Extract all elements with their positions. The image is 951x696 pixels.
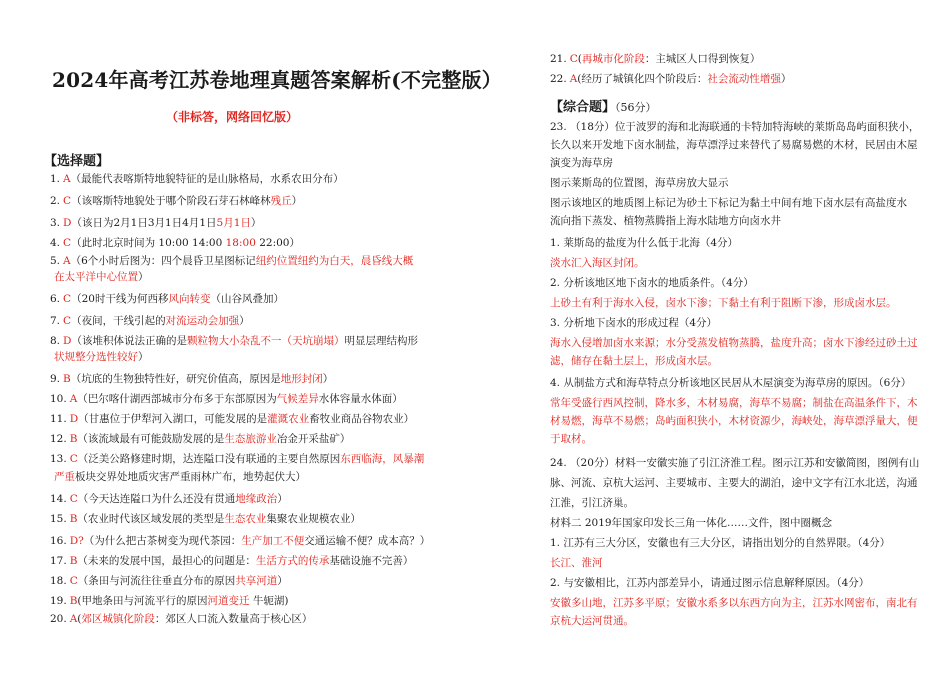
answer-letter: D <box>63 335 72 347</box>
answer-highlight: 18:00 <box>225 237 256 249</box>
answer-letter: A <box>69 613 78 625</box>
answer-letter: B <box>69 555 78 567</box>
page-title: 2024年高考江苏卷地理真题答案解析(不完整版） <box>52 68 502 92</box>
question-text-tail: ） <box>250 217 262 229</box>
q23-line-1: 23. （18分）位于波罗的海和北海联通的卡特加特海峡的莱斯岛岛屿面积狭小， <box>550 121 920 133</box>
q24-sub2-question: 2. 与安徽相比，江苏内部差异小，请通过图示信息解释原因。（4分） <box>550 577 870 589</box>
question-text: （最能代表喀斯特地貌特征的是山脉格局，水系农田分布） <box>70 173 344 185</box>
q23-sub4-question: 4. 从制盐方式和海草特点分析该地区民居从木屋演变为海草房的原因。（6分） <box>550 377 912 389</box>
q24-sub1-question: 1. 江苏有三大分区，安徽也有三大分区，请指出划分的自然界限。（4分） <box>550 537 891 549</box>
q24-line-3: 江淮，引江济巢。 <box>550 497 634 509</box>
answer-highlight: 气候差异 <box>276 393 319 405</box>
choice-line <box>50 172 344 187</box>
question-number: 5. <box>50 255 61 267</box>
question-text: （为什么把古茶树变为现代茶园： <box>83 535 242 547</box>
q24-line-2: 脉、河流、京杭大运河、主要城市、主要大的湖泊，途中文字有江水北送，沟通 <box>550 477 918 489</box>
question-text-tail: ） <box>138 351 149 363</box>
answer-highlight: 生态农业 <box>224 513 267 525</box>
q23-sub3-answer-1: 海水入侵增加卤水来源；水分受蒸发植物蒸腾，盐度升高；卤水下渗经过砂土过 <box>550 337 918 349</box>
choice-line <box>50 236 300 251</box>
question-text-tail: 板块交界处地质灾害严重雨林广布，地势起伏大） <box>75 471 306 483</box>
question-text: （该日为2月1日3月1日4月1日 <box>71 217 217 229</box>
page-subtitle: （非标答，网络回忆版） <box>166 110 299 124</box>
question-text: (甲地条田与河流平行的原因 <box>77 595 208 607</box>
answer-highlight: 纽约位置纽约为白天，晨昏线大概 <box>255 255 414 267</box>
question-number: 10. <box>50 393 67 405</box>
question-number: 12. <box>50 433 67 445</box>
answer-letter: D? <box>69 535 84 547</box>
question-number: 22. <box>550 73 567 85</box>
answer-highlight: 严重 <box>54 471 75 483</box>
answer-letter: A <box>63 255 71 267</box>
answer-highlight: 生产加工不便 <box>241 535 305 547</box>
answer-letter: D <box>69 413 79 425</box>
choice-line <box>50 594 288 609</box>
question-text-tail: 22:00） <box>255 237 300 249</box>
choice-line <box>50 314 250 329</box>
question-text: （该喀斯特地貌处于哪个阶段石芽石林峰林 <box>71 195 271 207</box>
question-number: 7. <box>50 315 61 327</box>
question-text-tail: 集聚农业规模农业） <box>266 513 361 525</box>
question-text: （条田与河流往往垂直分布的原因 <box>77 575 236 587</box>
question-text-tail: ） <box>277 493 288 505</box>
q23-sub2-question: 2. 分析该地区地下卤水的地质条件。（4分） <box>550 277 754 289</box>
choice-line <box>50 534 430 549</box>
q23-sub4-answer-2: 材易燃，海草不易燃；岛屿面积狭小，木材资源少，海峡处，海草漂浮量大，便 <box>550 415 918 427</box>
question-number: 15. <box>50 513 67 525</box>
answer-highlight: 5月1日 <box>216 217 251 229</box>
choice-line <box>50 412 414 427</box>
question-text-tail: ：主城区人口得到恢复） <box>644 53 761 65</box>
q23-sub2-answer: 上砂土有利于海水入侵，卤水下渗；下黏土有利于阻断下渗，形成卤水层。 <box>550 297 897 309</box>
question-text-tail: 基础设施不完善） <box>329 555 414 567</box>
choice-line <box>550 72 791 87</box>
question-number: 18. <box>50 575 67 587</box>
answer-letter: A <box>69 393 78 405</box>
question-number: 21. <box>550 53 567 65</box>
question-text: （甘惠位于伊犁河入湖口，可能发展的是 <box>78 413 268 425</box>
choice-line <box>50 254 413 269</box>
answer-letter: B <box>69 513 78 525</box>
answer-highlight: 对流运动会加强 <box>165 315 240 327</box>
choice-line <box>50 492 288 507</box>
answer-letter: C <box>63 195 72 207</box>
answer-letter: C <box>63 293 72 305</box>
question-text: （坑底的生物独特性好，研究价值高，原因是 <box>70 373 281 385</box>
question-text: （该堆积体说法正确的是 <box>71 335 187 347</box>
q23-line-5: 图示该地区的地质图上标记为砂土下标记为黏土中间有地下卤水层有高盐度水 <box>550 197 907 209</box>
question-text-tail: 畜牧业商品谷物农业） <box>309 413 415 425</box>
answer-letter: C <box>69 453 78 465</box>
question-text: ( <box>577 53 582 65</box>
q24-sub1-answer: 长江、淮河 <box>550 557 603 569</box>
question-number: 20. <box>50 613 67 625</box>
choice-line <box>50 452 424 467</box>
answer-highlight: 生态旅游业 <box>224 433 277 445</box>
answer-letter: C <box>69 575 78 587</box>
question-number: 16. <box>50 535 67 547</box>
choice-line <box>50 292 284 307</box>
question-text: （夜间，干线引起的 <box>71 315 166 327</box>
question-text-tail: ：郊区人口流入数量高于核心区） <box>154 613 313 625</box>
q23-sub1-answer: 淡水汇入海区封闭。 <box>550 257 645 269</box>
question-text: （6个小时后图为：四个晨昏卫星图标记 <box>70 255 256 267</box>
question-text-tail: 冶金开采盐矿） <box>276 433 351 445</box>
answer-letter: B <box>69 595 78 607</box>
question-text: （农业时代该区域发展的类型是 <box>77 513 225 525</box>
question-text-tail: 水体容量水体面） <box>318 393 403 405</box>
choice-line <box>50 554 413 569</box>
question-text: （今天达连隘口为什么还没有贯通 <box>77 493 236 505</box>
answer-letter: A <box>569 73 578 85</box>
question-number: 13. <box>50 453 67 465</box>
question-number: 19. <box>50 595 67 607</box>
question-text: （此时北京时间为 10:00 14:00 <box>71 237 226 249</box>
q24-line-1: 24. （20分）材料一安徽实施了引江济淮工程。图示江苏和安徽简图，图例有山 <box>550 457 920 469</box>
question-text: （20时干线为何西移 <box>71 293 169 305</box>
question-text: ( <box>77 613 82 625</box>
question-text: （泛美公路修建时期，达连隘口没有联通的主要自然原因 <box>77 453 341 465</box>
question-text: （未来的发展中国，最担心的问题是： <box>77 555 256 567</box>
question-number: 6. <box>50 293 61 305</box>
choice-line <box>50 512 361 527</box>
q23-sub1-question: 1. 莱斯岛的盐度为什么低于北海（4分） <box>550 237 739 249</box>
question-text-tail: ） <box>291 195 303 207</box>
question-text-tail: ） <box>780 73 792 85</box>
question-number: 2. <box>50 195 61 207</box>
answer-highlight: 地形封闭 <box>280 373 323 385</box>
question-text-tail: ） <box>239 315 250 327</box>
question-text: （该流域最有可能鼓励发展的是 <box>77 433 225 445</box>
answer-letter: D <box>63 217 72 229</box>
answer-highlight: 状规整分选性较好 <box>54 351 138 363</box>
question-text-tail: 牛轭湖) <box>249 595 289 607</box>
answer-letter: C <box>69 493 78 505</box>
answer-letter: C <box>63 237 72 249</box>
choice-line <box>550 52 760 67</box>
choice-section-heading: 【选择题】 <box>44 154 110 169</box>
question-text: (经历了城镇化四个阶段后： <box>577 73 708 85</box>
question-number: 1. <box>50 173 61 185</box>
q23-sub4-answer-3: 于取材。 <box>550 433 592 445</box>
choice-line <box>50 216 261 231</box>
q23-sub4-answer-1: 常年受盛行西风控制，降水多，木材易腐，海草不易腐；制盐在高温条件下，木 <box>550 397 918 409</box>
question-number: 9. <box>50 373 61 385</box>
answer-letter: C <box>569 53 578 65</box>
answer-letter: C <box>63 315 72 327</box>
q24-sub2-answer-1: 安徽多山地，江苏多平原；安徽水系多以东西方向为主，江苏水网密布，南北有 <box>550 597 918 609</box>
q23-line-6: 流向指下蒸发、植物蒸腾指上海水陆地方向卤水井 <box>550 215 781 227</box>
answer-highlight: 共享河道 <box>235 575 278 587</box>
answer-highlight: 再城市化阶段 <box>581 53 645 65</box>
choice-line <box>50 392 403 407</box>
choice-line <box>50 334 418 349</box>
answer-highlight: 河道变迁 <box>207 595 250 607</box>
q24-line-4: 材料二 2019年国家印发长三角一体化……文件，图中圈概念 <box>550 517 833 529</box>
question-number: 3. <box>50 217 61 229</box>
comprehensive-section-heading <box>550 96 657 115</box>
choice-line <box>50 574 288 589</box>
q23-sub3-question: 3. 分析地下卤水的形成过程（4分） <box>550 317 718 329</box>
answer-highlight: 颗粒物大小杂乱不一（天坑崩塌） <box>186 335 345 347</box>
question-number: 8. <box>50 335 61 347</box>
choice-line <box>50 194 302 209</box>
question-text-tail: （山谷风叠加） <box>210 293 284 305</box>
choice-line <box>54 350 149 365</box>
q23-line-2: 长久以来开发地下卤水制盐，海草漂浮过来替代了易腐易燃的木材，民居由木屋 <box>550 139 918 151</box>
q23-line-3: 演变为海草房 <box>550 157 613 169</box>
answer-highlight: 社会流动性增强 <box>707 73 781 85</box>
q23-line-4: 图示莱斯岛的位置图，海草房放大显示 <box>550 177 729 189</box>
answer-letter: B <box>63 373 71 385</box>
answer-letter: A <box>63 173 71 185</box>
question-text-tail: ） <box>322 373 334 385</box>
answer-highlight: 生活方式的传承 <box>255 555 330 567</box>
choice-line <box>54 270 149 285</box>
question-text-tail: 交通运输不便？成本高？） <box>304 535 431 547</box>
question-text-tail: ） <box>277 575 288 587</box>
question-number: 14. <box>50 493 67 505</box>
answer-highlight: 地缘政治 <box>235 493 278 505</box>
choice-line <box>54 470 306 485</box>
answer-highlight: 东西临海，风暴潮 <box>340 453 425 465</box>
q24-sub2-answer-2: 京杭大运河贯通。 <box>550 615 634 627</box>
comprehensive-heading-text: 【综合题】 <box>550 100 616 115</box>
choice-line <box>50 432 350 447</box>
question-number: 11. <box>50 413 67 425</box>
question-number: 17. <box>50 555 67 567</box>
answer-letter: B <box>69 433 78 445</box>
question-text-tail: 明显层理结构形 <box>344 335 418 347</box>
answer-highlight: 灌溉农业 <box>267 413 310 425</box>
answer-highlight: 残丘 <box>270 195 292 207</box>
question-text-tail: ） <box>138 271 149 283</box>
q23-sub3-answer-2: 滤，储存在黏土层上，形成卤水层。 <box>550 355 718 367</box>
choice-line <box>50 372 333 387</box>
answer-highlight: 风向转变 <box>168 293 211 305</box>
question-number: 4. <box>50 237 61 249</box>
answer-highlight: 在太平洋中心位置 <box>54 271 138 283</box>
question-text: （巴尔喀什湖西部城市分布多于东部原因为 <box>77 393 277 405</box>
choice-line <box>50 612 312 627</box>
answer-highlight: 郊区城镇化阶段 <box>81 613 155 625</box>
comprehensive-score: （56分） <box>615 101 657 114</box>
